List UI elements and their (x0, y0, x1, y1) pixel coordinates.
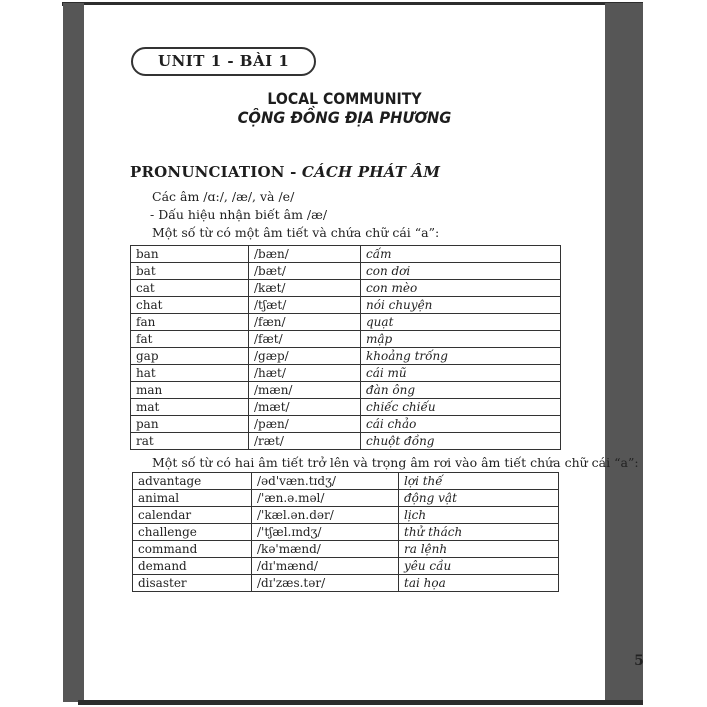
ipa-cell: /kæt/ (249, 280, 361, 297)
word-cell: bat (131, 263, 249, 280)
sound-sign-note-line: - Dấu hiệu nhận biết âm /æ/ (150, 207, 328, 222)
ipa-cell: /bæt/ (249, 263, 361, 280)
word-cell: man (131, 382, 249, 399)
word-cell: command (133, 541, 252, 558)
table-row (131, 331, 561, 348)
table-row (133, 524, 559, 541)
word-cell: calendar (133, 507, 252, 524)
ipa-cell: /'tʃæl.ɪndʒ/ (252, 524, 399, 541)
table-row (131, 382, 561, 399)
word-cell: disaster (133, 575, 252, 592)
meaning-cell: nói chuyện (361, 297, 561, 314)
word-cell: chat (131, 297, 249, 314)
ipa-cell: /fæn/ (249, 314, 361, 331)
word-cell: cat (131, 280, 249, 297)
table-row (131, 314, 561, 331)
ipa-cell: /'æn.ə.məl/ (252, 490, 399, 507)
word-cell: animal (133, 490, 252, 507)
meaning-cell: chiếc chiếu (361, 399, 561, 416)
vocab-table-multisyllabic (132, 472, 559, 592)
table-row (131, 416, 561, 433)
sounds-intro-line: Các âm /ɑ:/, /æ/, và /e/ (152, 189, 295, 204)
word-cell: fan (131, 314, 249, 331)
ipa-cell: /hæt/ (249, 365, 361, 382)
word-cell: ban (131, 246, 249, 263)
word-cell: demand (133, 558, 252, 575)
word-cell: challenge (133, 524, 252, 541)
table-row (133, 541, 559, 558)
meaning-cell: mập (361, 331, 561, 348)
word-cell: pan (131, 416, 249, 433)
vocab-table-monosyllabic (130, 245, 561, 450)
table-row (133, 558, 559, 575)
ipa-cell: /'kæl.ən.dər/ (252, 507, 399, 524)
table-row (133, 507, 559, 524)
meaning-cell: lợi thế (399, 473, 559, 490)
meaning-cell: chuột đồng (361, 433, 561, 450)
book-page (84, 5, 644, 700)
meaning-cell: khoảng trống (361, 348, 561, 365)
ipa-cell: /pæn/ (249, 416, 361, 433)
ipa-cell: /dɪ'zæs.tər/ (252, 575, 399, 592)
table-row (131, 246, 561, 263)
table-row (131, 399, 561, 416)
table-row (131, 297, 561, 314)
lesson-title-english: LOCAL COMMUNITY (267, 89, 422, 108)
table-row (131, 280, 561, 297)
multisyllabic-table-caption: Một số từ có hai âm tiết trở lên và trọng âm rơi vào âm tiết chứa chữ cái “a”: (152, 455, 639, 470)
meaning-cell: ra lệnh (399, 541, 559, 558)
pronunciation-section-heading (130, 163, 440, 181)
meaning-cell: cấm (361, 246, 561, 263)
word-cell: fat (131, 331, 249, 348)
ipa-cell: /bæn/ (249, 246, 361, 263)
word-cell: gap (131, 348, 249, 365)
lesson-title-vietnamese: CỘNG ĐỒNG ĐỊA PHƯƠNG (237, 108, 452, 127)
ipa-cell: /dɪ'mænd/ (252, 558, 399, 575)
table-row (133, 473, 559, 490)
heading-italic-text: CÁCH PHÁT ÂM (301, 163, 441, 181)
page-number: 5 (634, 653, 644, 669)
table-row (131, 348, 561, 365)
ipa-cell: /ræt/ (249, 433, 361, 450)
vocab-table-body (131, 246, 561, 450)
meaning-cell: yêu cầu (399, 558, 559, 575)
ipa-cell: /fæt/ (249, 331, 361, 348)
ipa-cell: /əd'væn.tɪdʒ/ (252, 473, 399, 490)
right-page-edge (605, 3, 643, 702)
meaning-cell: đàn ông (361, 382, 561, 399)
ipa-cell: /mæt/ (249, 399, 361, 416)
unit-badge: UNIT 1 - BÀI 1 (131, 47, 316, 76)
meaning-cell: con mèo (361, 280, 561, 297)
word-cell: advantage (133, 473, 252, 490)
meaning-cell: quạt (361, 314, 561, 331)
meaning-cell: cái chảo (361, 416, 561, 433)
meaning-cell: thử thách (399, 524, 559, 541)
table-row (133, 490, 559, 507)
table-row (131, 365, 561, 382)
word-cell: mat (131, 399, 249, 416)
meaning-cell: con dơi (361, 263, 561, 280)
meaning-cell: động vật (399, 490, 559, 507)
page-bottom-edge (78, 700, 643, 705)
ipa-cell: /kə'mænd/ (252, 541, 399, 558)
word-cell: hat (131, 365, 249, 382)
word-cell: rat (131, 433, 249, 450)
heading-main-text: PRONUNCIATION - (130, 163, 302, 181)
table-row (131, 263, 561, 280)
left-page-edge (63, 3, 84, 702)
table-row (131, 433, 561, 450)
table-row (133, 575, 559, 592)
ipa-cell: /tʃæt/ (249, 297, 361, 314)
ipa-cell: /gæp/ (249, 348, 361, 365)
monosyllabic-table-caption: Một số từ có một âm tiết và chứa chữ cái “a”: (152, 225, 440, 240)
vocab-table-body (133, 473, 559, 592)
meaning-cell: tai họa (399, 575, 559, 592)
ipa-cell: /mæn/ (249, 382, 361, 399)
meaning-cell: cái mũ (361, 365, 561, 382)
meaning-cell: lịch (399, 507, 559, 524)
